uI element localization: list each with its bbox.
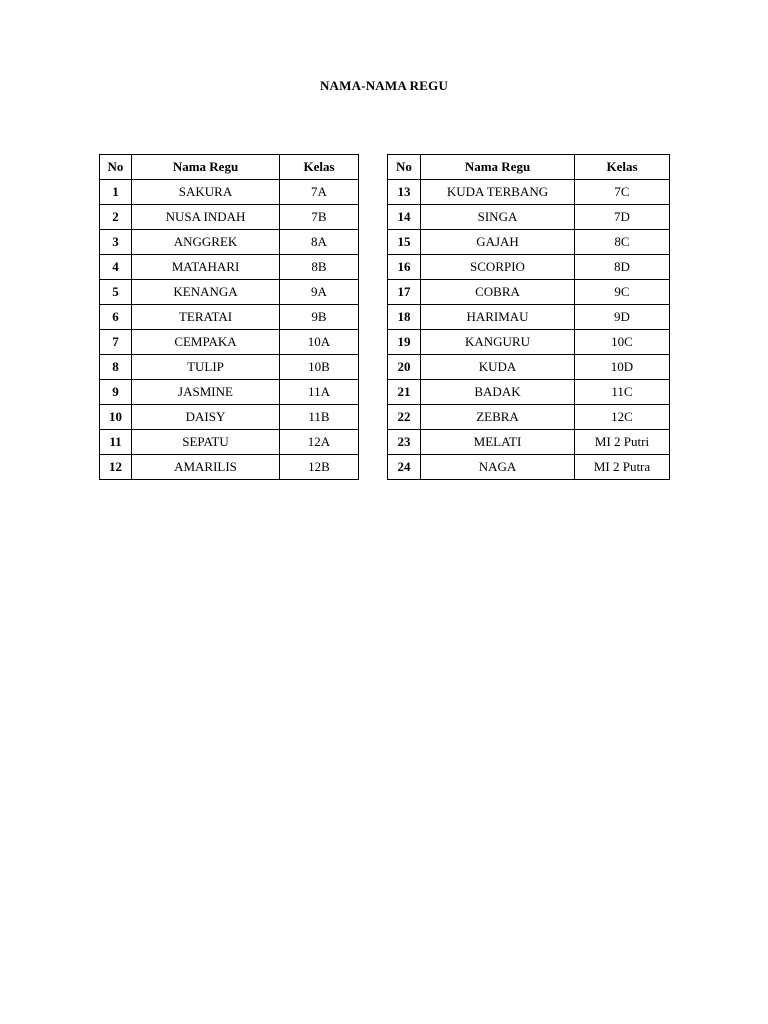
cell-nama-regu: KUDA TERBANG [421, 180, 575, 205]
cell-nama-regu: TERATAI [132, 305, 280, 330]
cell-kelas: 10C [575, 330, 670, 355]
table-row [100, 355, 359, 380]
table-row [388, 330, 670, 355]
table-row [388, 280, 670, 305]
header-kelas: Kelas [280, 155, 359, 180]
cell-kelas: 9C [575, 280, 670, 305]
cell-no: 16 [388, 255, 421, 280]
cell-nama-regu: MATAHARI [132, 255, 280, 280]
cell-no: 13 [388, 180, 421, 205]
cell-no: 24 [388, 455, 421, 480]
table-row [100, 430, 359, 455]
cell-kelas: 7D [575, 205, 670, 230]
cell-nama-regu: NAGA [421, 455, 575, 480]
cell-nama-regu: ANGGREK [132, 230, 280, 255]
table-row [100, 255, 359, 280]
cell-no: 9 [100, 380, 132, 405]
table-row [388, 355, 670, 380]
cell-nama-regu: SCORPIO [421, 255, 575, 280]
cell-nama-regu: MELATI [421, 430, 575, 455]
cell-nama-regu: NUSA INDAH [132, 205, 280, 230]
regu-table-left [99, 154, 359, 480]
cell-kelas: 8C [575, 230, 670, 255]
header-no: No [100, 155, 132, 180]
cell-nama-regu: KENANGA [132, 280, 280, 305]
header-no: No [388, 155, 421, 180]
cell-kelas: 9D [575, 305, 670, 330]
cell-kelas: MI 2 Putra [575, 455, 670, 480]
cell-nama-regu: BADAK [421, 380, 575, 405]
cell-kelas: 10B [280, 355, 359, 380]
cell-no: 21 [388, 380, 421, 405]
table-row [100, 305, 359, 330]
table-row [100, 230, 359, 255]
cell-no: 20 [388, 355, 421, 380]
table-row [388, 230, 670, 255]
cell-kelas: 9A [280, 280, 359, 305]
cell-kelas: 8D [575, 255, 670, 280]
table-row [100, 330, 359, 355]
cell-nama-regu: SEPATU [132, 430, 280, 455]
cell-no: 2 [100, 205, 132, 230]
table-row [100, 380, 359, 405]
cell-kelas: 7B [280, 205, 359, 230]
cell-no: 10 [100, 405, 132, 430]
cell-no: 12 [100, 455, 132, 480]
table-row [388, 430, 670, 455]
table-row [388, 405, 670, 430]
cell-kelas: 10D [575, 355, 670, 380]
cell-nama-regu: ZEBRA [421, 405, 575, 430]
cell-kelas: 12B [280, 455, 359, 480]
cell-nama-regu: SINGA [421, 205, 575, 230]
cell-kelas: 8A [280, 230, 359, 255]
cell-no: 14 [388, 205, 421, 230]
cell-nama-regu: GAJAH [421, 230, 575, 255]
table-row [388, 305, 670, 330]
cell-no: 5 [100, 280, 132, 305]
cell-no: 19 [388, 330, 421, 355]
cell-kelas: 9B [280, 305, 359, 330]
table-row [100, 205, 359, 230]
table-row [388, 380, 670, 405]
header-kelas: Kelas [575, 155, 670, 180]
cell-no: 22 [388, 405, 421, 430]
cell-no: 15 [388, 230, 421, 255]
table-row [388, 205, 670, 230]
header-nama-regu: Nama Regu [132, 155, 280, 180]
cell-kelas: MI 2 Putri [575, 430, 670, 455]
cell-nama-regu: SAKURA [132, 180, 280, 205]
regu-table-right [387, 154, 670, 480]
table-header-row [388, 155, 670, 180]
table-row [388, 455, 670, 480]
table-header-row [100, 155, 359, 180]
cell-nama-regu: TULIP [132, 355, 280, 380]
header-nama-regu: Nama Regu [421, 155, 575, 180]
cell-nama-regu: COBRA [421, 280, 575, 305]
cell-no: 3 [100, 230, 132, 255]
table-row [100, 180, 359, 205]
cell-nama-regu: CEMPAKA [132, 330, 280, 355]
cell-kelas: 11A [280, 380, 359, 405]
cell-no: 11 [100, 430, 132, 455]
cell-kelas: 7C [575, 180, 670, 205]
cell-nama-regu: KANGURU [421, 330, 575, 355]
cell-no: 17 [388, 280, 421, 305]
cell-kelas: 7A [280, 180, 359, 205]
table-row [100, 280, 359, 305]
cell-no: 18 [388, 305, 421, 330]
cell-kelas: 11C [575, 380, 670, 405]
cell-kelas: 8B [280, 255, 359, 280]
cell-nama-regu: JASMINE [132, 380, 280, 405]
cell-nama-regu: AMARILIS [132, 455, 280, 480]
table-row [388, 255, 670, 280]
cell-nama-regu: HARIMAU [421, 305, 575, 330]
page-title: NAMA-NAMA REGU [319, 78, 449, 93]
cell-no: 6 [100, 305, 132, 330]
cell-no: 1 [100, 180, 132, 205]
table-row [100, 455, 359, 480]
cell-kelas: 12A [280, 430, 359, 455]
cell-no: 8 [100, 355, 132, 380]
cell-kelas: 12C [575, 405, 670, 430]
cell-no: 4 [100, 255, 132, 280]
cell-nama-regu: DAISY [132, 405, 280, 430]
table-row [100, 405, 359, 430]
table-row [388, 180, 670, 205]
cell-nama-regu: KUDA [421, 355, 575, 380]
cell-kelas: 11B [280, 405, 359, 430]
cell-kelas: 10A [280, 330, 359, 355]
cell-no: 23 [388, 430, 421, 455]
cell-no: 7 [100, 330, 132, 355]
